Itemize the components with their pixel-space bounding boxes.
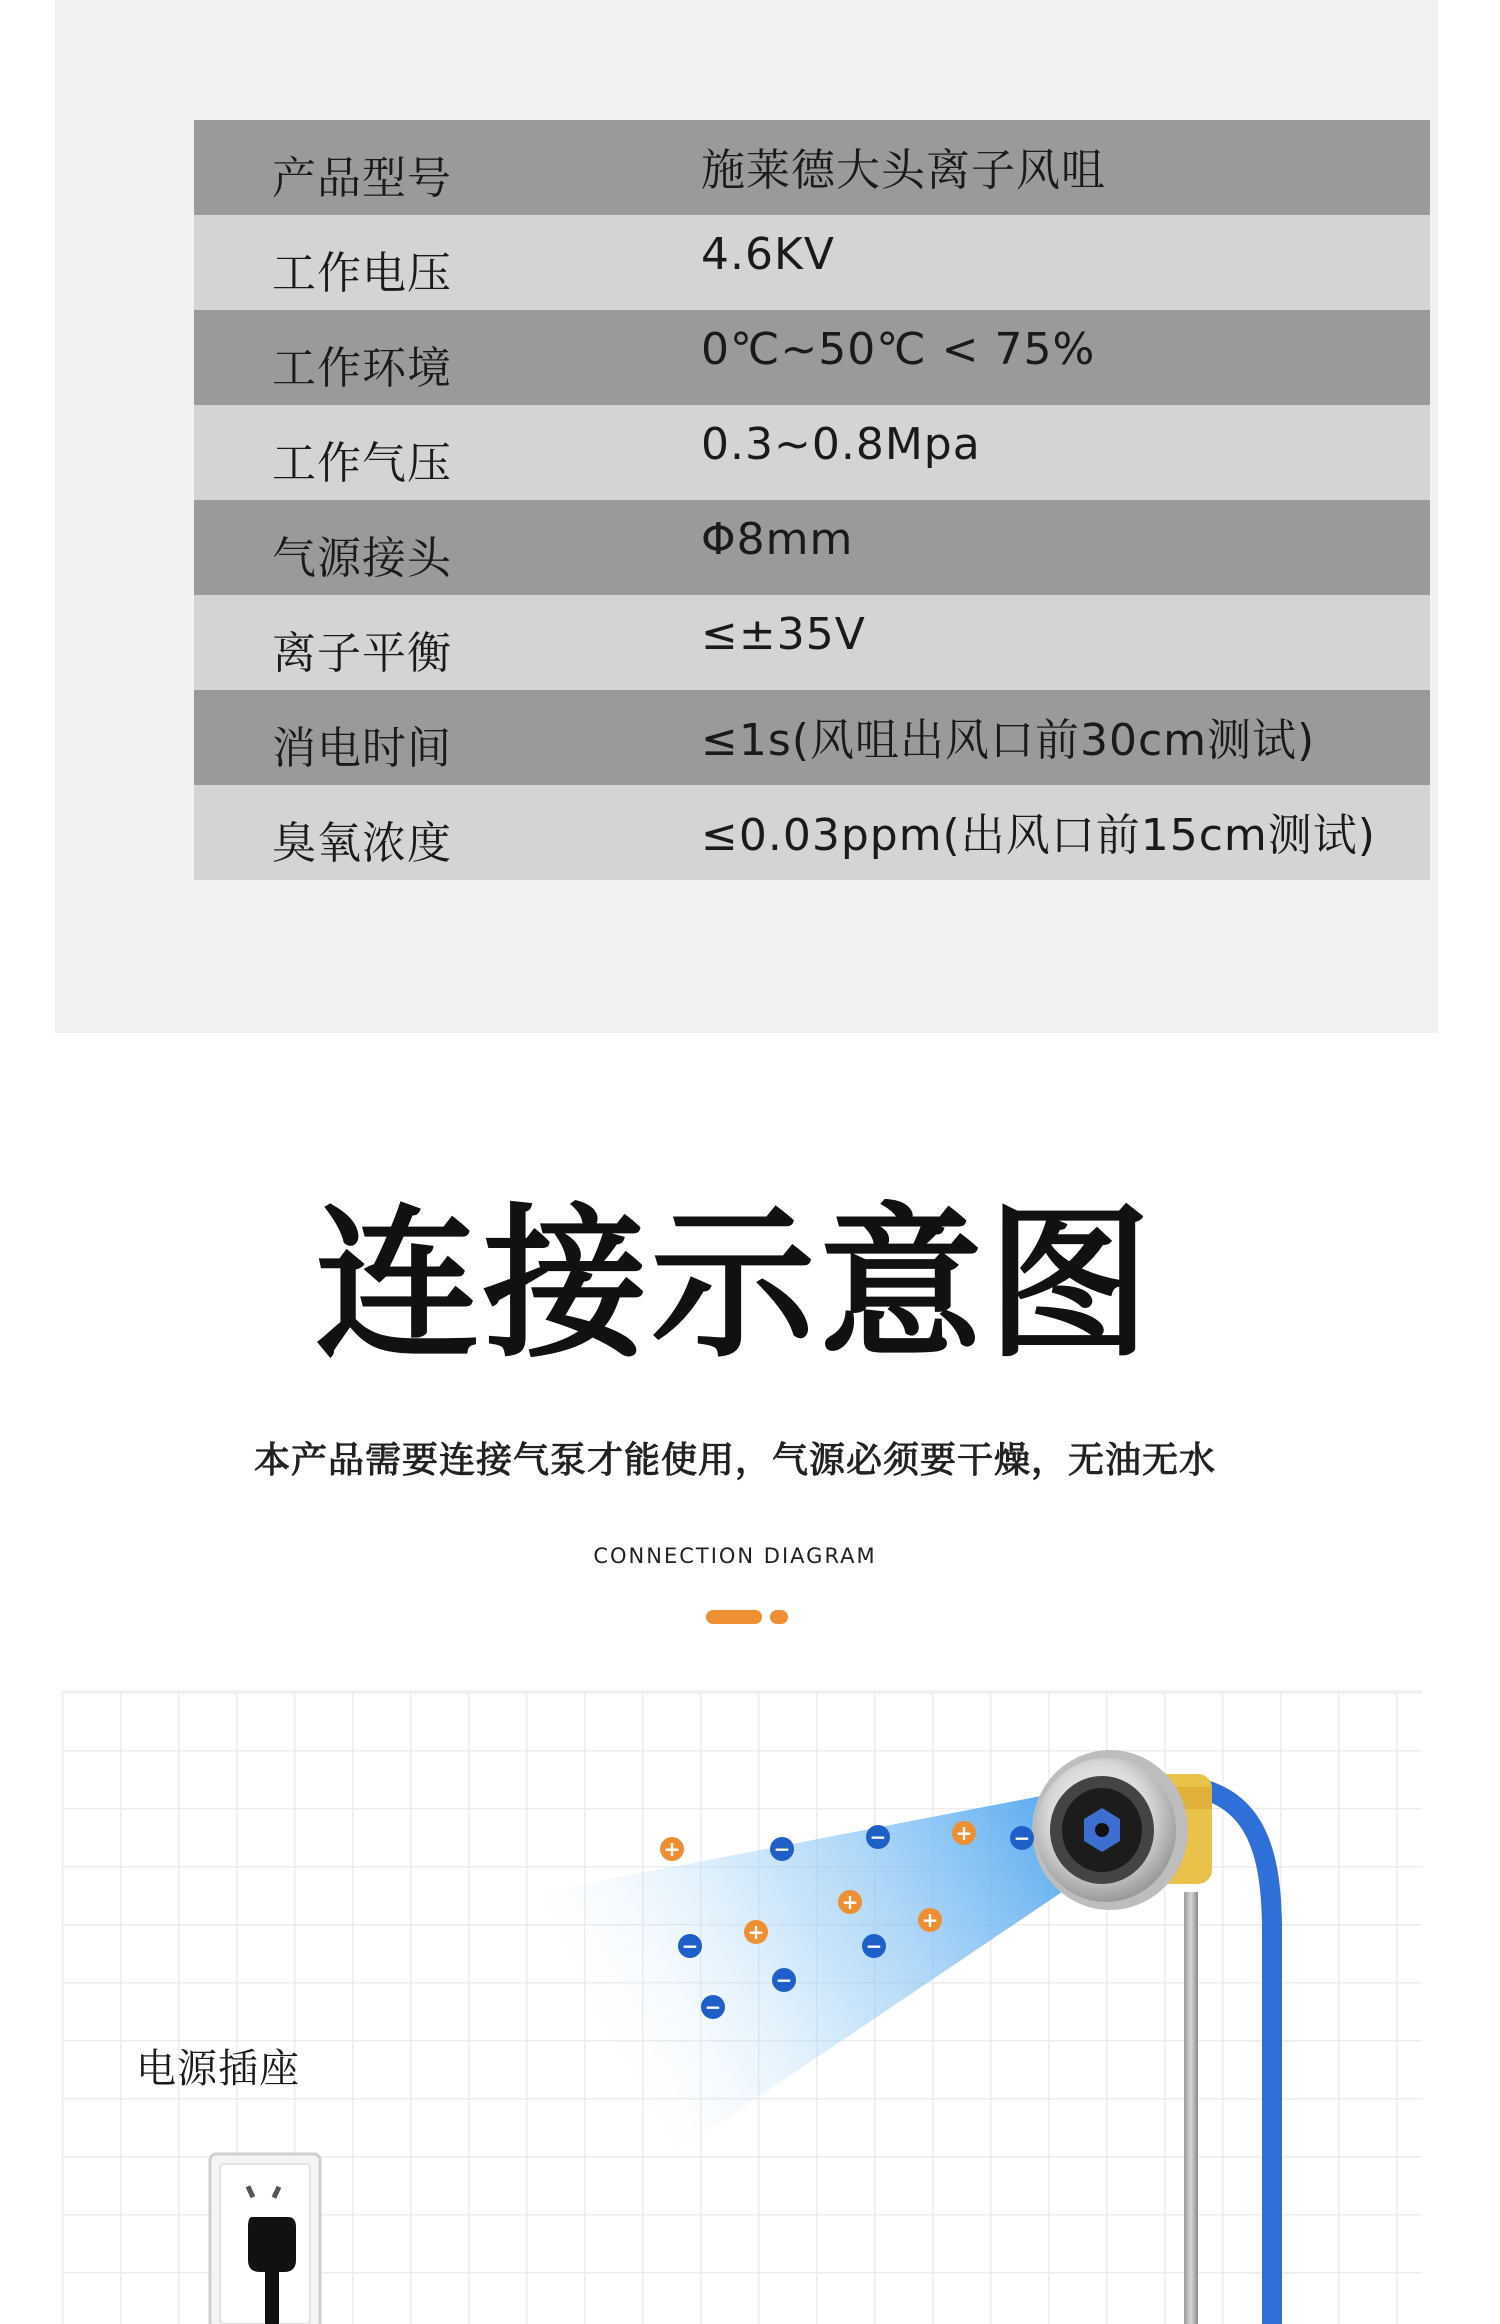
ion-sign: − xyxy=(704,1995,722,2019)
spec-label: 臭氧浓度 xyxy=(272,818,452,869)
spec-row-voltage xyxy=(194,215,1430,310)
spec-row-air-connector xyxy=(194,500,1430,595)
negative-ion xyxy=(770,1837,794,1861)
positive-ion xyxy=(744,1920,768,1944)
spec-label: 产品型号 xyxy=(272,153,452,204)
negative-ion xyxy=(862,1934,886,1958)
positive-ion xyxy=(952,1821,976,1845)
ion-sign: + xyxy=(841,1890,859,1914)
spec-label: 离子平衡 xyxy=(272,628,452,679)
ion-sign: − xyxy=(773,1837,791,1861)
spec-row-model xyxy=(194,120,1430,215)
accent-bar-long xyxy=(706,1610,762,1624)
ion-sign: − xyxy=(775,1968,793,1992)
negative-ion xyxy=(701,1995,725,2019)
spec-value: 施莱德大头离子风咀 xyxy=(701,145,1106,196)
negative-ion xyxy=(772,1968,796,1992)
wall-socket xyxy=(210,2154,320,2324)
negative-ion xyxy=(678,1934,702,1958)
ion-nozzle xyxy=(1032,1750,1212,1910)
spec-value: ≤0.03ppm(出风口前15cm测试) xyxy=(701,810,1376,861)
negative-ion xyxy=(866,1825,890,1849)
socket-label: 电源插座 xyxy=(136,2046,300,2092)
spec-row-ozone xyxy=(194,785,1430,880)
spec-label: 工作电压 xyxy=(272,248,452,299)
ion-sign: − xyxy=(869,1825,887,1849)
section-en-subtitle: CONNECTION DIAGRAM xyxy=(593,1544,877,1568)
ion-sign: − xyxy=(681,1934,699,1958)
ion-sign: − xyxy=(865,1934,883,1958)
positive-ion xyxy=(838,1890,862,1914)
spec-row-ion-balance xyxy=(194,595,1430,690)
ion-sign: + xyxy=(663,1837,681,1861)
spec-label: 消电时间 xyxy=(272,723,452,774)
ion-sign: − xyxy=(1013,1826,1031,1850)
positive-ion xyxy=(660,1837,684,1861)
ion-sign: + xyxy=(955,1821,973,1845)
section-title: 连接示意图 xyxy=(314,1189,1155,1380)
spec-panel xyxy=(55,0,1438,1033)
ion-beam xyxy=(542,1792,1062,2162)
section-subtitle: 本产品需要连接气泵才能使用，气源必须要干燥，无油无水 xyxy=(253,1440,1216,1481)
spec-label: 工作气压 xyxy=(272,438,452,489)
spec-row-air-pressure xyxy=(194,405,1430,500)
spec-value: 0.3~0.8Mpa xyxy=(701,419,981,470)
diagram-illustration xyxy=(62,1692,1422,2324)
negative-ion xyxy=(1010,1826,1034,1850)
accent-bar-dot xyxy=(770,1610,788,1624)
ion-sign: + xyxy=(747,1920,765,1944)
positive-ion xyxy=(918,1908,942,1932)
spec-value: ≤1s(风咀出风口前30cm测试) xyxy=(701,715,1316,766)
spec-value: 4.6KV xyxy=(701,229,835,280)
spec-row-discharge-time xyxy=(194,690,1430,785)
power-plug xyxy=(248,2217,296,2272)
spec-label: 气源接头 xyxy=(272,533,452,584)
spec-label: 工作环境 xyxy=(272,343,452,394)
ion-sign: + xyxy=(921,1908,939,1932)
spec-value: ≤±35V xyxy=(701,609,866,660)
spec-row-environment xyxy=(194,310,1430,405)
spec-value: 0℃~50℃ < 75% xyxy=(701,324,1096,375)
connection-diagram xyxy=(62,1690,1422,2324)
support-pole xyxy=(1184,1892,1198,2324)
spec-value: Φ8mm xyxy=(701,514,854,565)
spec-table xyxy=(194,120,1430,880)
